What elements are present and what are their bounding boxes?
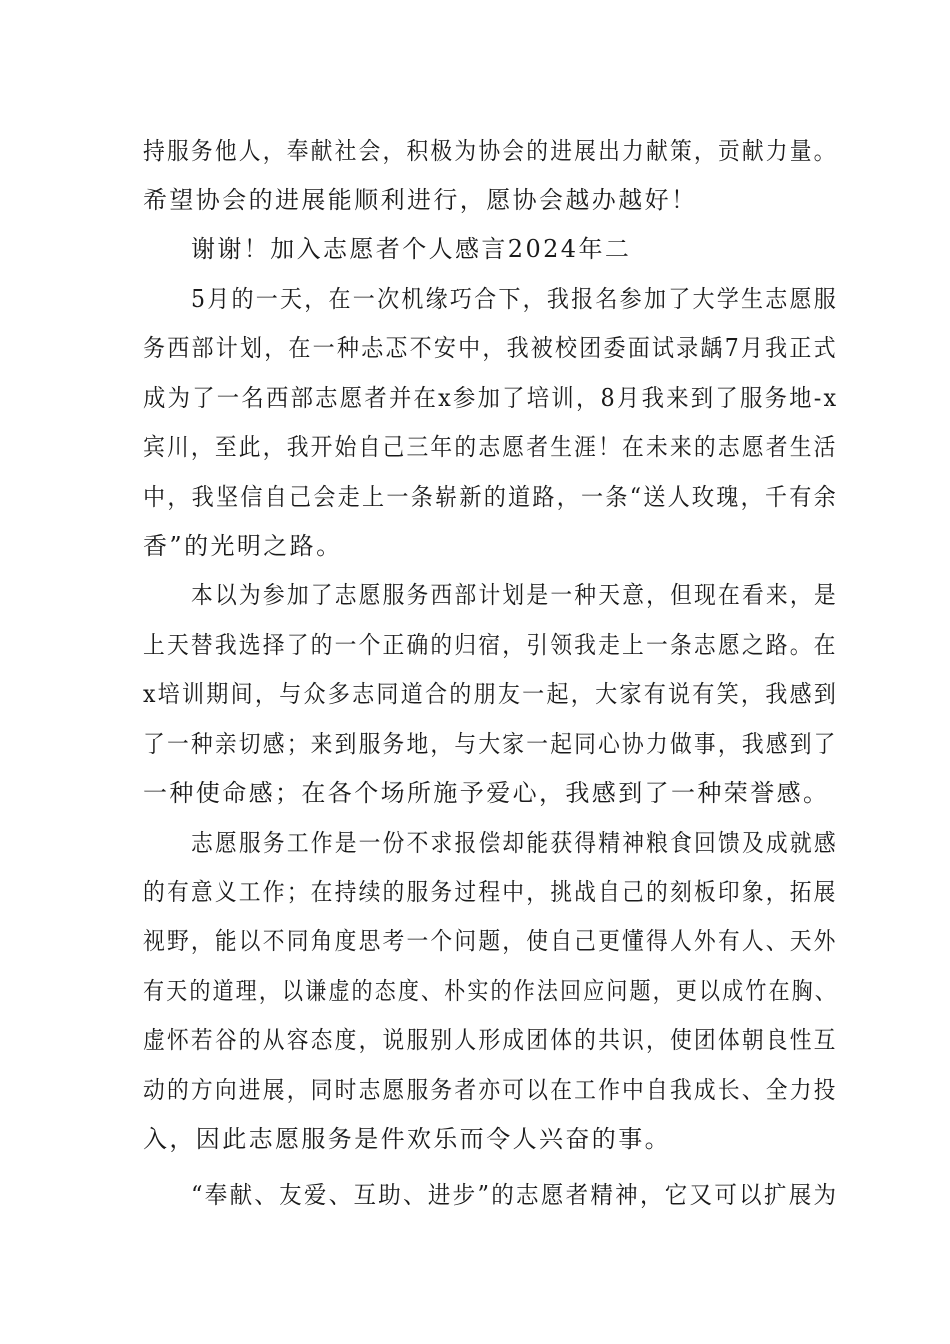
section-title: 谢谢！加入志愿者个人感言2024年二 <box>191 235 632 263</box>
text-line: 中，我坚信自己会走上一条崭新的道路，一条“送人玫瑰，千有余 <box>143 483 838 511</box>
text-line: 一种使命感；在各个场所施予爱心，我感到了一种荣誉感。 <box>143 779 830 807</box>
text-line: x培训期间，与众多志同道合的朋友一起，大家有说有笑，我感到 <box>143 680 839 708</box>
text-line: 务西部计划，在一种忐忑不安中，我被校团委面试录龋7月我正式 <box>143 334 838 362</box>
text-line: 上天替我选择了的一个正确的归宿，引领我走上一条志愿之路。在 <box>143 631 838 659</box>
text-line: 动的方向进展，同时志愿服务者亦可以在工作中自我成长、全力投 <box>143 1076 838 1104</box>
text-line: 持服务他人，奉献社会，积极为协会的进展出力献策，贡献力量。 <box>143 137 838 165</box>
text-line: 成为了一名西部志愿者并在x参加了培训，8月我来到了服务地-x <box>143 384 839 412</box>
text-line: 入，因此志愿服务是件欢乐而令人兴奋的事。 <box>143 1125 671 1153</box>
text-line: 宾川，至此，我开始自己三年的志愿者生涯！在未来的志愿者生活 <box>143 433 838 461</box>
text-line: 香”的光明之路。 <box>143 532 343 560</box>
text-line: 的有意义工作；在持续的服务过程中，挑战自己的刻板印象，拓展 <box>143 878 838 906</box>
text-line: 5月的一天，在一次机缘巧合下，我报名参加了大学生志愿服 <box>191 285 839 313</box>
text-line: 虚怀若谷的从容态度，说服别人形成团体的共识，使团体朝良性互 <box>143 1026 838 1054</box>
text-line: 了一种亲切感；来到服务地，与大家一起同心协力做事，我感到了 <box>143 730 838 758</box>
text-line: “奉献、友爱、互助、进步”的志愿者精神，它又可以扩展为 <box>191 1181 839 1209</box>
text-line: 本以为参加了志愿服务西部计划是一种天意，但现在看来，是 <box>191 581 838 609</box>
text-line: 视野，能以不同角度思考一个问题，使自己更懂得人外有人、天外 <box>143 927 838 955</box>
text-line: 希望协会的进展能顺利进行，愿协会越办越好！ <box>143 186 698 214</box>
text-line: 有天的道理，以谦虚的态度、朴实的作法回应问题，更以成竹在胸、 <box>143 977 838 1005</box>
text-line: 志愿服务工作是一份不求报偿却能获得精神粮食回馈及成就感 <box>191 829 838 857</box>
